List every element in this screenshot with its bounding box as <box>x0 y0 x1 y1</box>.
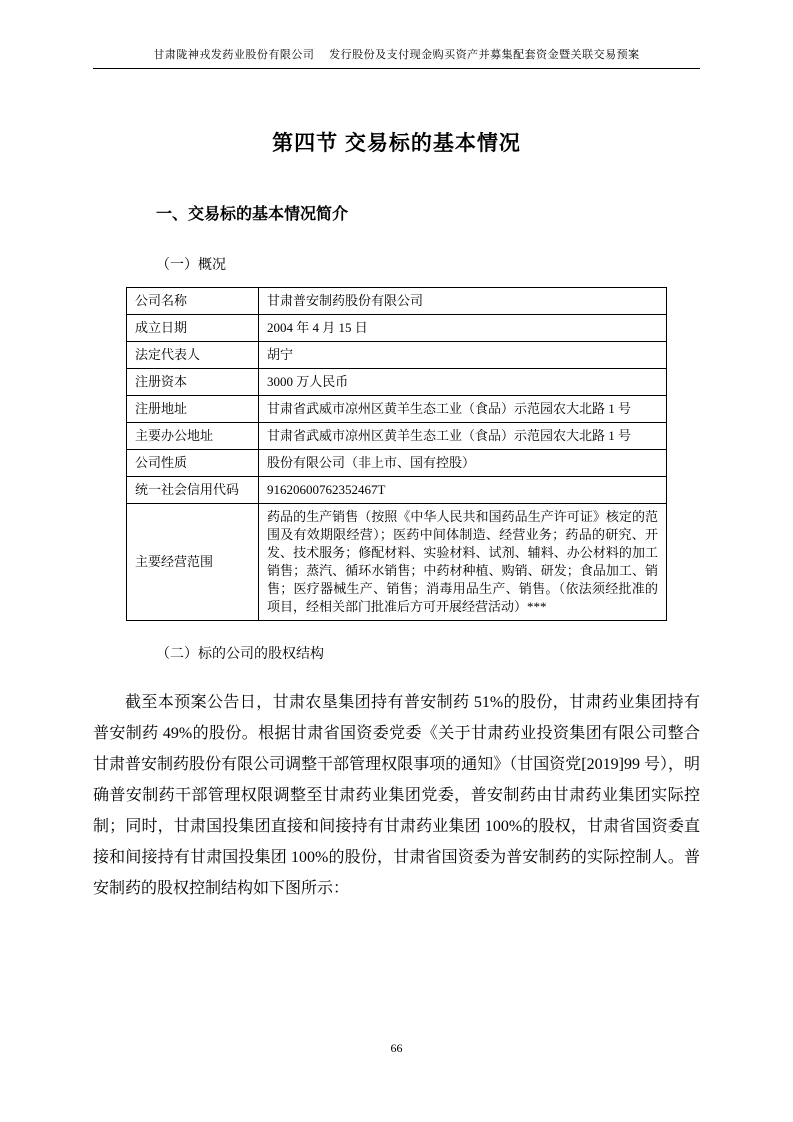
page-number: 66 <box>390 1041 403 1055</box>
row-value: 甘肃省武威市凉州区黄羊生态工业（食品）示范园农大北路 1 号 <box>259 423 667 450</box>
row-value: 胡宁 <box>259 342 667 369</box>
row-value: 甘肃普安制药股份有限公司 <box>259 288 667 315</box>
body-paragraph: 截至本预案公告日，甘肃农垦集团持有普安制药 51%的股份，甘肃药业集团持有普安制药 49%的股份。根据甘肃省国资委党委《关于甘肃药业投资集团有限公司整合甘肃普安制药股份有限公司调整干部管理权限事项的通知》（甘国资党[2019]99 号），明确普安制药干部管理权限调整至甘肃药业集团党委，普安制药由甘肃药业集团实际控制；同时，甘肃国投集团直接和间接持有甘肃药业集团 100%的股权，甘肃省国资委直接和间接持有甘肃国投集团 100%的股份，甘肃省国资委为普安制药的实际控制人。普安制药的股权控制结构如下图所示： <box>93 694 700 897</box>
row-label: 注册地址 <box>127 396 259 423</box>
row-label: 公司性质 <box>127 450 259 477</box>
table-row-registered-address <box>127 396 667 423</box>
table-row-credit-code <box>127 477 667 504</box>
table-row-registered-capital <box>127 369 667 396</box>
header-text: 甘肃陇神戎发药业股份有限公司 发行股份及支付现金购买资产并募集配套资金暨关联交易预案 <box>153 49 640 61</box>
chapter-title: 第四节 交易标的基本情况 <box>272 132 521 155</box>
row-label: 成立日期 <box>127 315 259 342</box>
row-label: 统一社会信用代码 <box>127 477 259 504</box>
row-value: 甘肃省武威市凉州区黄羊生态工业（食品）示范园农大北路 1 号 <box>259 396 667 423</box>
subsection-overview: （一）概况 <box>156 258 226 273</box>
row-value: 91620600762352467T <box>259 477 667 504</box>
table-row-legal-representative <box>127 342 667 369</box>
row-value: 3000 万人民币 <box>259 369 667 396</box>
section-heading: 一、交易标的基本情况简介 <box>156 206 349 223</box>
company-info-table <box>126 287 667 621</box>
row-label: 公司名称 <box>127 288 259 315</box>
row-label: 主要经营范围 <box>127 504 259 621</box>
table-row-business-scope <box>127 504 667 621</box>
row-label: 注册资本 <box>127 369 259 396</box>
header-divider <box>93 68 700 69</box>
row-value: 2004 年 4 月 15 日 <box>259 315 667 342</box>
row-value: 股份有限公司（非上市、国有控股） <box>259 450 667 477</box>
table-row-company-name <box>127 288 667 315</box>
table-row-founding-date <box>127 315 667 342</box>
table-row-office-address <box>127 423 667 450</box>
row-value: 药品的生产销售（按照《中华人民共和国药品生产许可证》核定的范围及有效期限经营）；医药中间体制造、经营业务；药品的研究、开发、技术服务；修配材料、实验材料、试剂、辅料、办公材料的加工销售；蒸汽、循环水销售；中药材种植、购销、研发；食品加工、销售；医疗器械生产、销售；消毒用品生产、销售。（依法须经批准的项目，经相关部门批准后方可开展经营活动）*** <box>259 504 667 621</box>
subsection-equity-structure: （二）标的公司的股权结构 <box>156 647 324 662</box>
row-label: 主要办公地址 <box>127 423 259 450</box>
document-header <box>93 46 700 69</box>
table-row-company-type <box>127 450 667 477</box>
row-label: 法定代表人 <box>127 342 259 369</box>
